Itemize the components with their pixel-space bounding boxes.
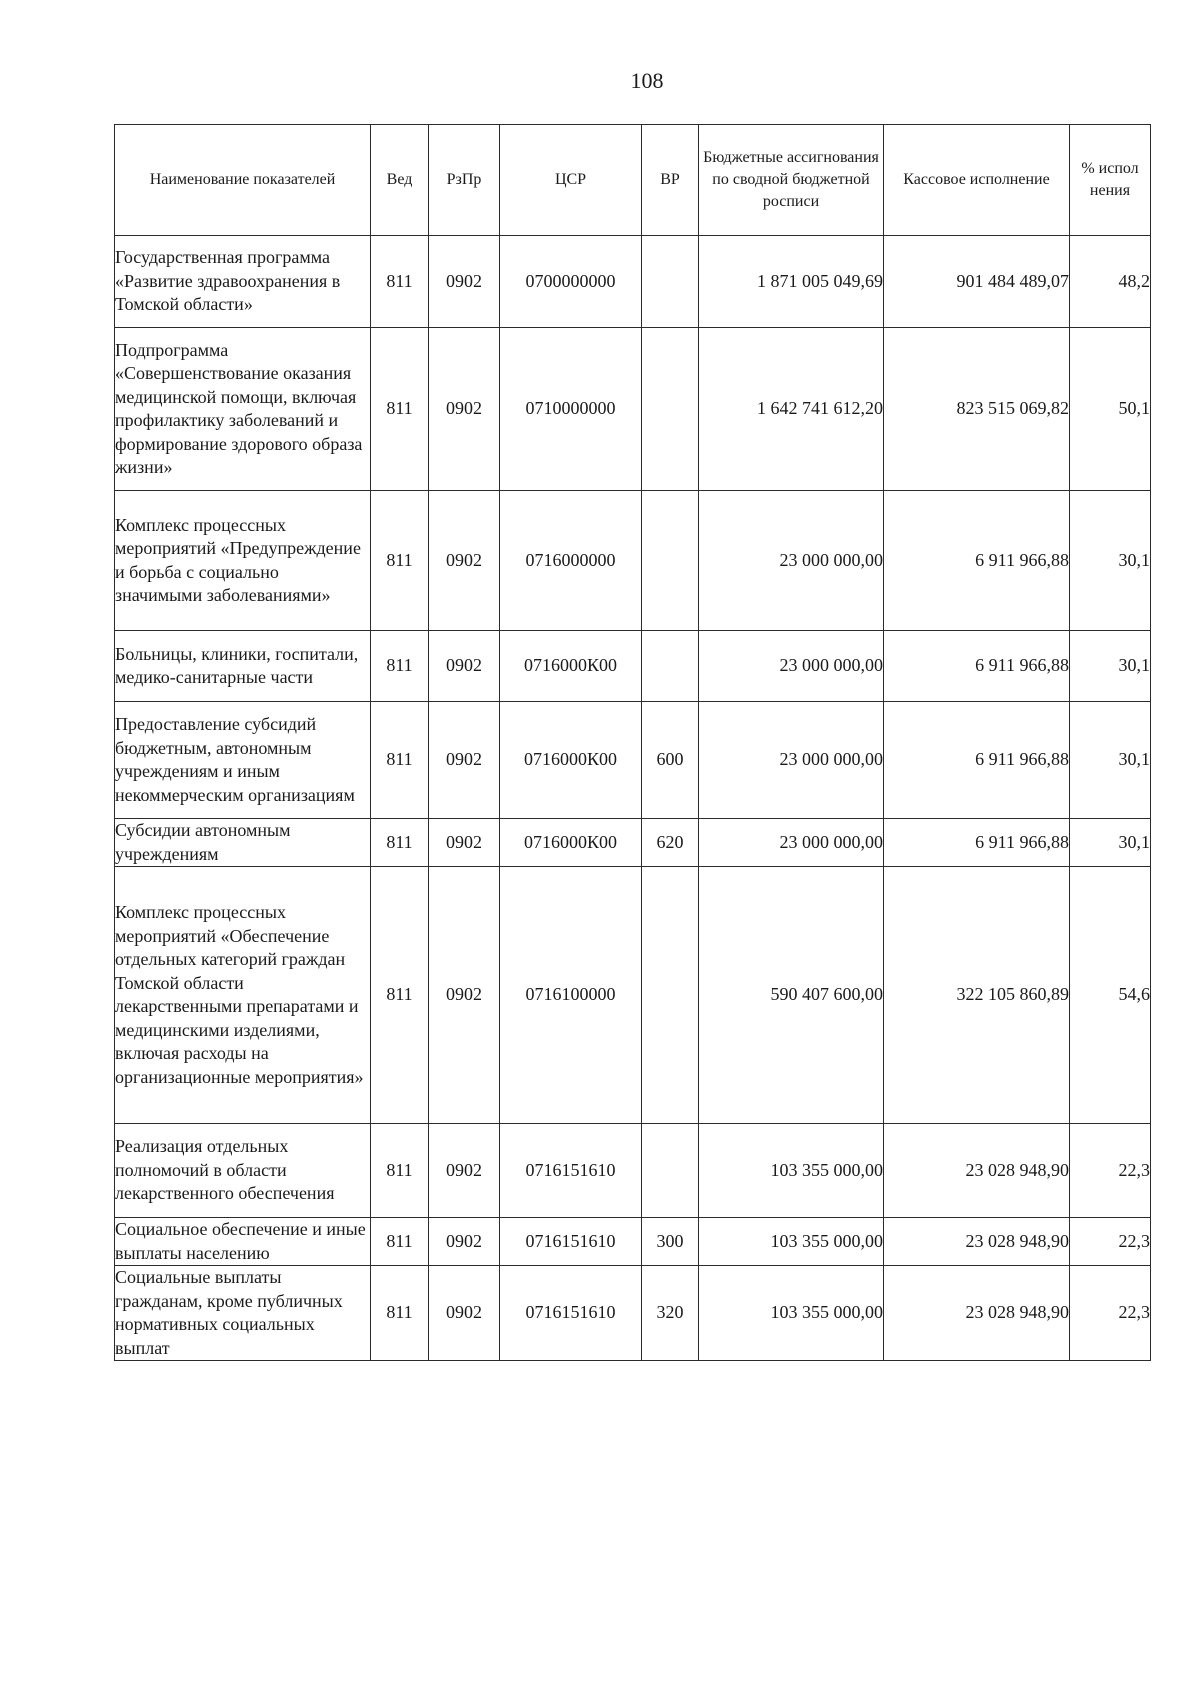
- row-pct: 22,3: [1070, 1124, 1151, 1218]
- row-pct: 30,1: [1070, 819, 1151, 867]
- row-vr: [642, 631, 699, 702]
- row-pct: 22,3: [1070, 1266, 1151, 1361]
- table-row: [115, 1124, 1151, 1218]
- row-ved: 811: [371, 867, 429, 1124]
- row-rzpr: 0902: [429, 1266, 500, 1361]
- row-vr: [642, 1124, 699, 1218]
- row-cash: 901 484 489,07: [884, 236, 1070, 328]
- row-budget: 590 407 600,00: [699, 867, 884, 1124]
- row-cash: 23 028 948,90: [884, 1124, 1070, 1218]
- row-budget: 23 000 000,00: [699, 631, 884, 702]
- row-ved: 811: [371, 1218, 429, 1266]
- row-csr: 0716100000: [500, 867, 642, 1124]
- header-csr: ЦСР: [500, 125, 642, 236]
- row-budget: 103 355 000,00: [699, 1266, 884, 1361]
- row-rzpr: 0902: [429, 236, 500, 328]
- row-cash: 6 911 966,88: [884, 819, 1070, 867]
- row-rzpr: 0902: [429, 867, 500, 1124]
- row-ved: 811: [371, 819, 429, 867]
- row-ved: 811: [371, 702, 429, 819]
- row-name: Предоставление субсидий бюджетным, автономным учреждениям и иным некоммерческим организациям: [115, 702, 371, 819]
- row-vr: [642, 236, 699, 328]
- row-rzpr: 0902: [429, 631, 500, 702]
- row-budget: 103 355 000,00: [699, 1218, 884, 1266]
- row-cash: 6 911 966,88: [884, 631, 1070, 702]
- header-pct: % испол нения: [1070, 125, 1151, 236]
- row-csr: 0716000К00: [500, 702, 642, 819]
- table-row: [115, 1266, 1151, 1361]
- page-number: 108: [630, 68, 664, 93]
- row-csr: 0716000К00: [500, 631, 642, 702]
- row-pct: 30,1: [1070, 702, 1151, 819]
- header-budget: Бюджетные ассигнования по сводной бюджетной росписи: [699, 125, 884, 236]
- row-cash: 6 911 966,88: [884, 702, 1070, 819]
- row-pct: 30,1: [1070, 631, 1151, 702]
- row-pct: 30,1: [1070, 491, 1151, 631]
- row-rzpr: 0902: [429, 819, 500, 867]
- row-rzpr: 0902: [429, 491, 500, 631]
- row-cash: 322 105 860,89: [884, 867, 1070, 1124]
- row-csr: 0700000000: [500, 236, 642, 328]
- table-row: [115, 819, 1151, 867]
- row-pct: 50,1: [1070, 328, 1151, 491]
- row-name: Комплекс процессных мероприятий «Предупреждение и борьба с социально значимыми заболеваниями»: [115, 491, 371, 631]
- row-ved: 811: [371, 1124, 429, 1218]
- row-name: Больницы, клиники, госпитали, медико-санитарные части: [115, 631, 371, 702]
- table-row: [115, 867, 1151, 1124]
- table-row: [115, 702, 1151, 819]
- table-row: [115, 631, 1151, 702]
- table-row: [115, 491, 1151, 631]
- row-name: Реализация отдельных полномочий в области лекарственного обеспечения: [115, 1124, 371, 1218]
- row-cash: 23 028 948,90: [884, 1218, 1070, 1266]
- row-budget: 23 000 000,00: [699, 491, 884, 631]
- row-vr: 300: [642, 1218, 699, 1266]
- row-name: Комплекс процессных мероприятий «Обеспечение отдельных категорий граждан Томской области лекарственными препаратами и медицинскими изделиями, включая расходы на организационные мероприятия»: [115, 867, 371, 1124]
- header-vr: ВР: [642, 125, 699, 236]
- row-ved: 811: [371, 631, 429, 702]
- row-vr: [642, 867, 699, 1124]
- table-row: [115, 236, 1151, 328]
- header-cash: Кассовое исполнение: [884, 125, 1070, 236]
- row-budget: 23 000 000,00: [699, 819, 884, 867]
- row-csr: 0716151610: [500, 1218, 642, 1266]
- row-budget: 23 000 000,00: [699, 702, 884, 819]
- row-ved: 811: [371, 1266, 429, 1361]
- row-rzpr: 0902: [429, 328, 500, 491]
- row-vr: [642, 328, 699, 491]
- row-budget: 103 355 000,00: [699, 1124, 884, 1218]
- row-csr: 0716000000: [500, 491, 642, 631]
- row-csr: 0710000000: [500, 328, 642, 491]
- row-cash: 823 515 069,82: [884, 328, 1070, 491]
- row-vr: 320: [642, 1266, 699, 1361]
- row-ved: 811: [371, 236, 429, 328]
- row-rzpr: 0902: [429, 1124, 500, 1218]
- header-ved: Вед: [371, 125, 429, 236]
- row-budget: 1 871 005 049,69: [699, 236, 884, 328]
- row-vr: 600: [642, 702, 699, 819]
- header-name: Наименование показателей: [115, 125, 371, 236]
- row-pct: 54,6: [1070, 867, 1151, 1124]
- table-row: [115, 328, 1151, 491]
- table-header-row: [115, 125, 1151, 236]
- row-name: Социальное обеспечение и иные выплаты населению: [115, 1218, 371, 1266]
- row-vr: [642, 491, 699, 631]
- header-rzpr: РзПр: [429, 125, 500, 236]
- row-name: Социальные выплаты гражданам, кроме публичных нормативных социальных выплат: [115, 1266, 371, 1361]
- row-pct: 22,3: [1070, 1218, 1151, 1266]
- row-cash: 6 911 966,88: [884, 491, 1070, 631]
- row-csr: 0716151610: [500, 1266, 642, 1361]
- row-pct: 48,2: [1070, 236, 1151, 328]
- row-rzpr: 0902: [429, 1218, 500, 1266]
- row-vr: 620: [642, 819, 699, 867]
- row-csr: 0716000К00: [500, 819, 642, 867]
- row-ved: 811: [371, 491, 429, 631]
- row-name: Государственная программа «Развитие здравоохранения в Томской области»: [115, 236, 371, 328]
- row-budget: 1 642 741 612,20: [699, 328, 884, 491]
- budget-execution-table: [114, 124, 1151, 1361]
- row-name: Субсидии автономным учреждениям: [115, 819, 371, 867]
- row-rzpr: 0902: [429, 702, 500, 819]
- row-ved: 811: [371, 328, 429, 491]
- row-name: Подпрограмма «Совершенствование оказания медицинской помощи, включая профилактику заболеваний и формирование здорового образа жизни»: [115, 328, 371, 491]
- row-csr: 0716151610: [500, 1124, 642, 1218]
- row-cash: 23 028 948,90: [884, 1266, 1070, 1361]
- table-row: [115, 1218, 1151, 1266]
